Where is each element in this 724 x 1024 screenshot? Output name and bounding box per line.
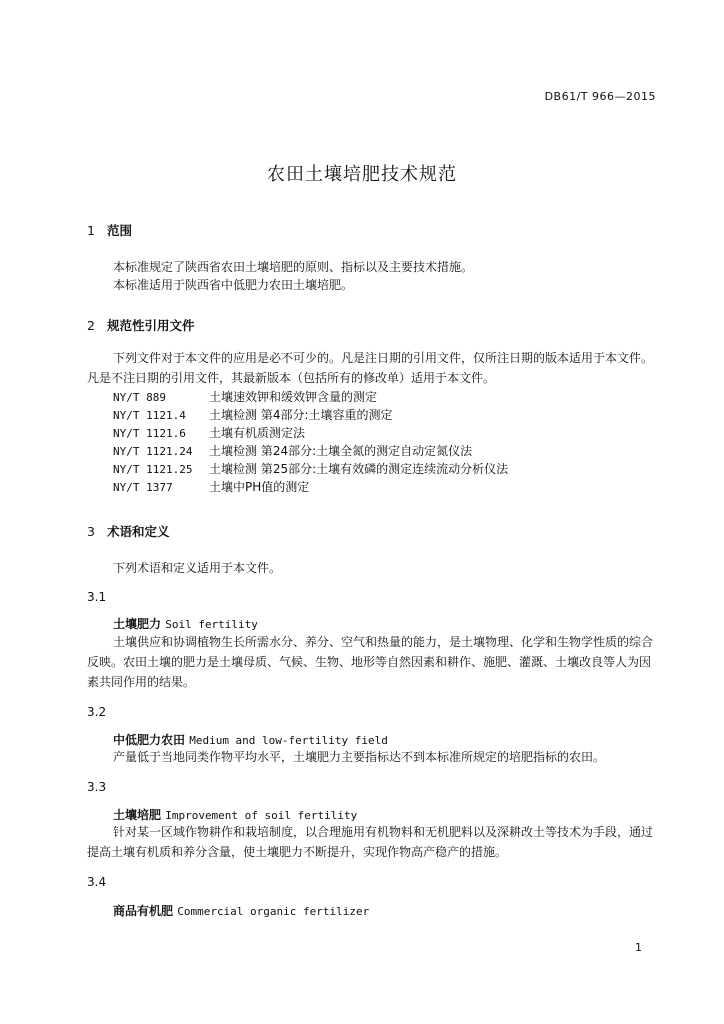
term-chinese: 商品有机肥 <box>113 904 174 918</box>
term-title <box>113 615 258 632</box>
term-definition: 针对某一区域作物耕作和栽培制度，以合理施用有机物料和无机肥料以及深耕改土等技术为手段，通过提高土壤有机质和养分含量，使土壤肥力不断提升，实现作物高产稳产的措施。 <box>87 825 654 859</box>
term-english: Medium and low-fertility field <box>189 734 388 747</box>
reference-code: NY/T 1121.4 <box>113 409 186 422</box>
paragraph: 下列术语和定义适用于本文件。 <box>113 561 282 575</box>
reference-code: NY/T 889 <box>113 391 166 404</box>
section-3-heading <box>87 522 170 540</box>
section-number: 3 <box>87 524 95 539</box>
reference-title: 土壤检测 第4部分:土壤容重的测定 <box>209 408 393 422</box>
reference-title: 土壤检测 第25部分:土壤有效磷的测定连续流动分析仪法 <box>209 462 509 476</box>
standard-code: DB61/T 966—2015 <box>544 90 656 103</box>
term-definition: 土壤供应和协调植物生长所需水分、养分、空气和热量的能力，是土壤物理、化学和生物学性质的综合反映。农田土壤的肥力是土壤母质、气候、生物、地形等自然因素和耕作、施肥、灌溉、土壤改良等人为因素共同作用的结果。 <box>87 635 654 689</box>
reference-title: 土壤中PH值的测定 <box>209 480 310 494</box>
section-title: 规范性引用文件 <box>107 318 195 333</box>
section-2-heading <box>87 316 195 334</box>
term-english: Improvement of soil fertility <box>165 809 358 822</box>
term-english: Soil fertility <box>165 618 258 631</box>
reference-code: NY/T 1121.25 <box>113 463 193 476</box>
reference-title: 土壤有机质测定法 <box>209 426 306 440</box>
reference-code: NY/T 1121.6 <box>113 427 186 440</box>
section-1-heading <box>87 221 132 239</box>
term-definition: 产量低于当地同类作物平均水平，土壤肥力主要指标达不到本标准所规定的培肥指标的农田。 <box>113 750 606 764</box>
paragraph: 下列文件对于本文件的应用是必不可少的。凡是注日期的引用文件，仅所注日期的版本适用于本文件。凡是不注日期的引用文件，其最新版本（包括所有的修改单）适用于本文件。 <box>87 351 654 385</box>
reference-title: 土壤速效钾和缓效钾含量的测定 <box>209 390 378 404</box>
term-title <box>113 731 388 748</box>
section-title: 范围 <box>107 223 133 238</box>
term-chinese: 土壤培肥 <box>113 808 162 822</box>
term-chinese: 中低肥力农田 <box>113 733 186 747</box>
term-chinese: 土壤肥力 <box>113 617 162 631</box>
page-number: 1 <box>635 941 642 954</box>
reference-code: NY/T 1121.24 <box>113 445 193 458</box>
paragraph: 本标准规定了陕西省农田土壤培肥的原则、指标以及主要技术措施。 <box>113 260 474 274</box>
term-title <box>113 806 357 823</box>
document-title: 农田土壤培肥技术规范 <box>267 164 457 185</box>
term-number: 3.2 <box>87 705 107 719</box>
section-number: 2 <box>87 318 95 333</box>
term-english: Commercial organic fertilizer <box>177 905 370 918</box>
term-number: 3.4 <box>87 875 107 889</box>
reference-title: 土壤检测 第24部分:土壤全氮的测定自动定氮仪法 <box>209 444 473 458</box>
term-number: 3.3 <box>87 780 107 794</box>
section-number: 1 <box>87 223 95 238</box>
term-title <box>113 902 369 919</box>
reference-code: NY/T 1377 <box>113 481 173 494</box>
reference-row <box>113 477 309 498</box>
term-number: 3.1 <box>87 590 107 604</box>
paragraph: 本标准适用于陕西省中低肥力农田土壤培肥。 <box>113 278 354 292</box>
section-title: 术语和定义 <box>107 524 170 539</box>
